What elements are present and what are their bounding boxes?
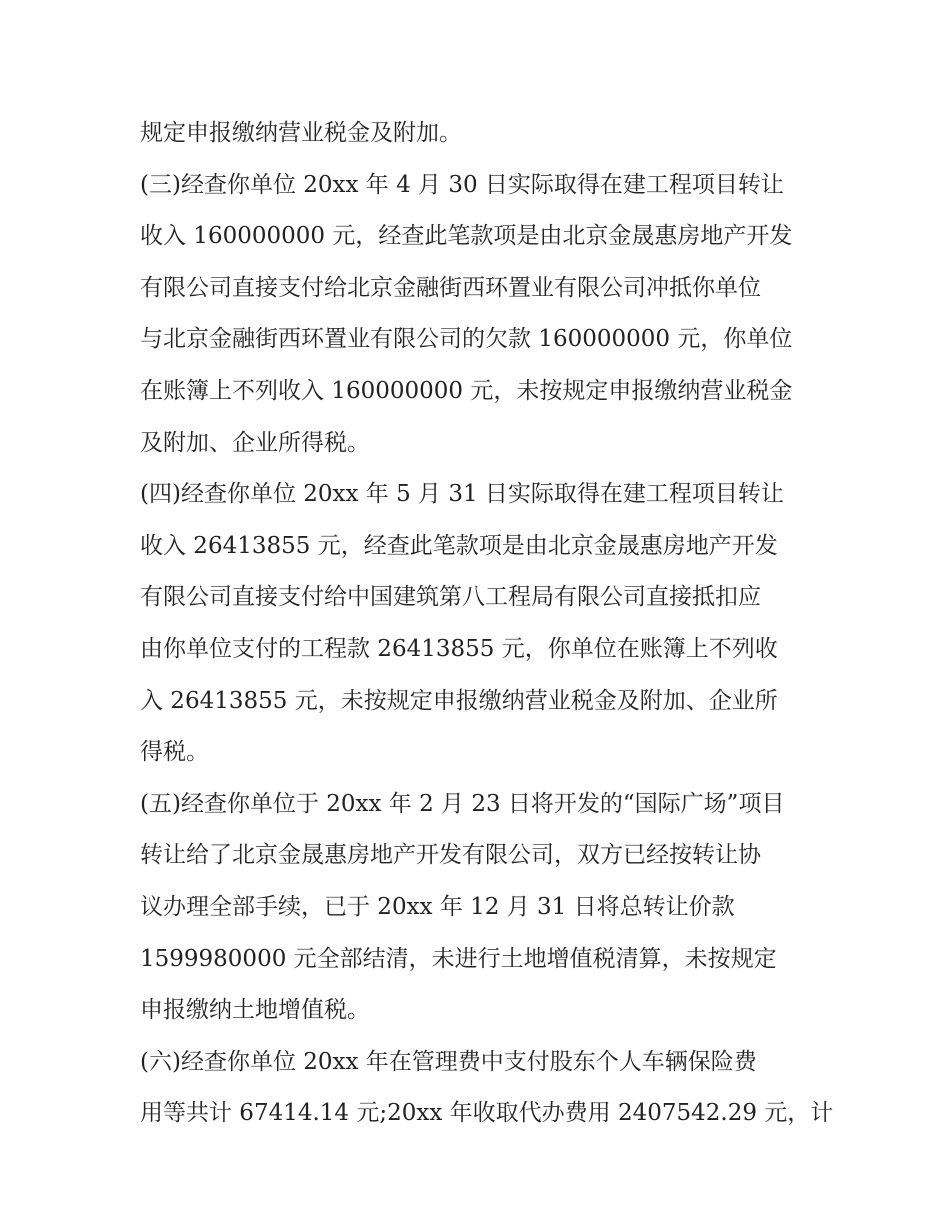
text-line: 及附加、企业所得税。 xyxy=(140,429,370,456)
text-line: 规定申报缴纳营业税金及附加。 xyxy=(140,120,462,146)
text-line: 入 26413855 元，未按规定申报缴纳营业税金及附加、企业所 xyxy=(140,687,778,714)
text-line: 申报缴纳土地增值税。 xyxy=(140,997,370,1024)
text-line: 收入 160000000 元，经查此笔款项是由北京金晟惠房地产开发 xyxy=(140,223,793,250)
text-line: 1599980000 元全部结清，未进行土地增值税清算，未按规定 xyxy=(140,945,777,972)
text-line: 转让给了北京金晟惠房地产开发有限公司，双方已经按转让协 xyxy=(140,842,761,869)
text-line: 议办理全部手续，已于 20xx 年 12 月 31 日将总转让价款 xyxy=(140,893,735,920)
text-line: 由你单位支付的工程款 26413855 元，你单位在账簿上不列收 xyxy=(140,635,778,662)
text-line: 在账簿上不列收入 160000000 元，未按规定申报缴纳营业税金 xyxy=(140,377,793,404)
text-line: (四)经查你单位 20xx 年 5 月 31 日实际取得在建工程项目转让 xyxy=(140,481,784,508)
text-line: 得税。 xyxy=(140,739,209,766)
text-line: 用等共计 67414.14 元;20xx 年收取代办费用 2407542.29 元，计 xyxy=(140,1100,834,1127)
text-line: (五)经查你单位于 20xx 年 2 月 23 日将开发的“国际广场”项目 xyxy=(140,790,785,817)
text-line: 与北京金融街西环置业有限公司的欠款 160000000 元，你单位 xyxy=(140,326,793,353)
text-line: (三)经查你单位 20xx 年 4 月 30 日实际取得在建工程项目转让 xyxy=(140,171,784,198)
text-line: (六)经查你单位 20xx 年在管理费中支付股东个人车辆保险费 xyxy=(140,1048,757,1075)
body-text xyxy=(140,108,840,1140)
text-line: 有限公司直接支付给中国建筑第八工程局有限公司直接抵扣应 xyxy=(140,584,761,611)
text-line: 收入 26413855 元，经查此笔款项是由北京金晟惠房地产开发 xyxy=(140,532,778,559)
text-line: 有限公司直接支付给北京金融街西环置业有限公司冲抵你单位 xyxy=(140,274,761,301)
